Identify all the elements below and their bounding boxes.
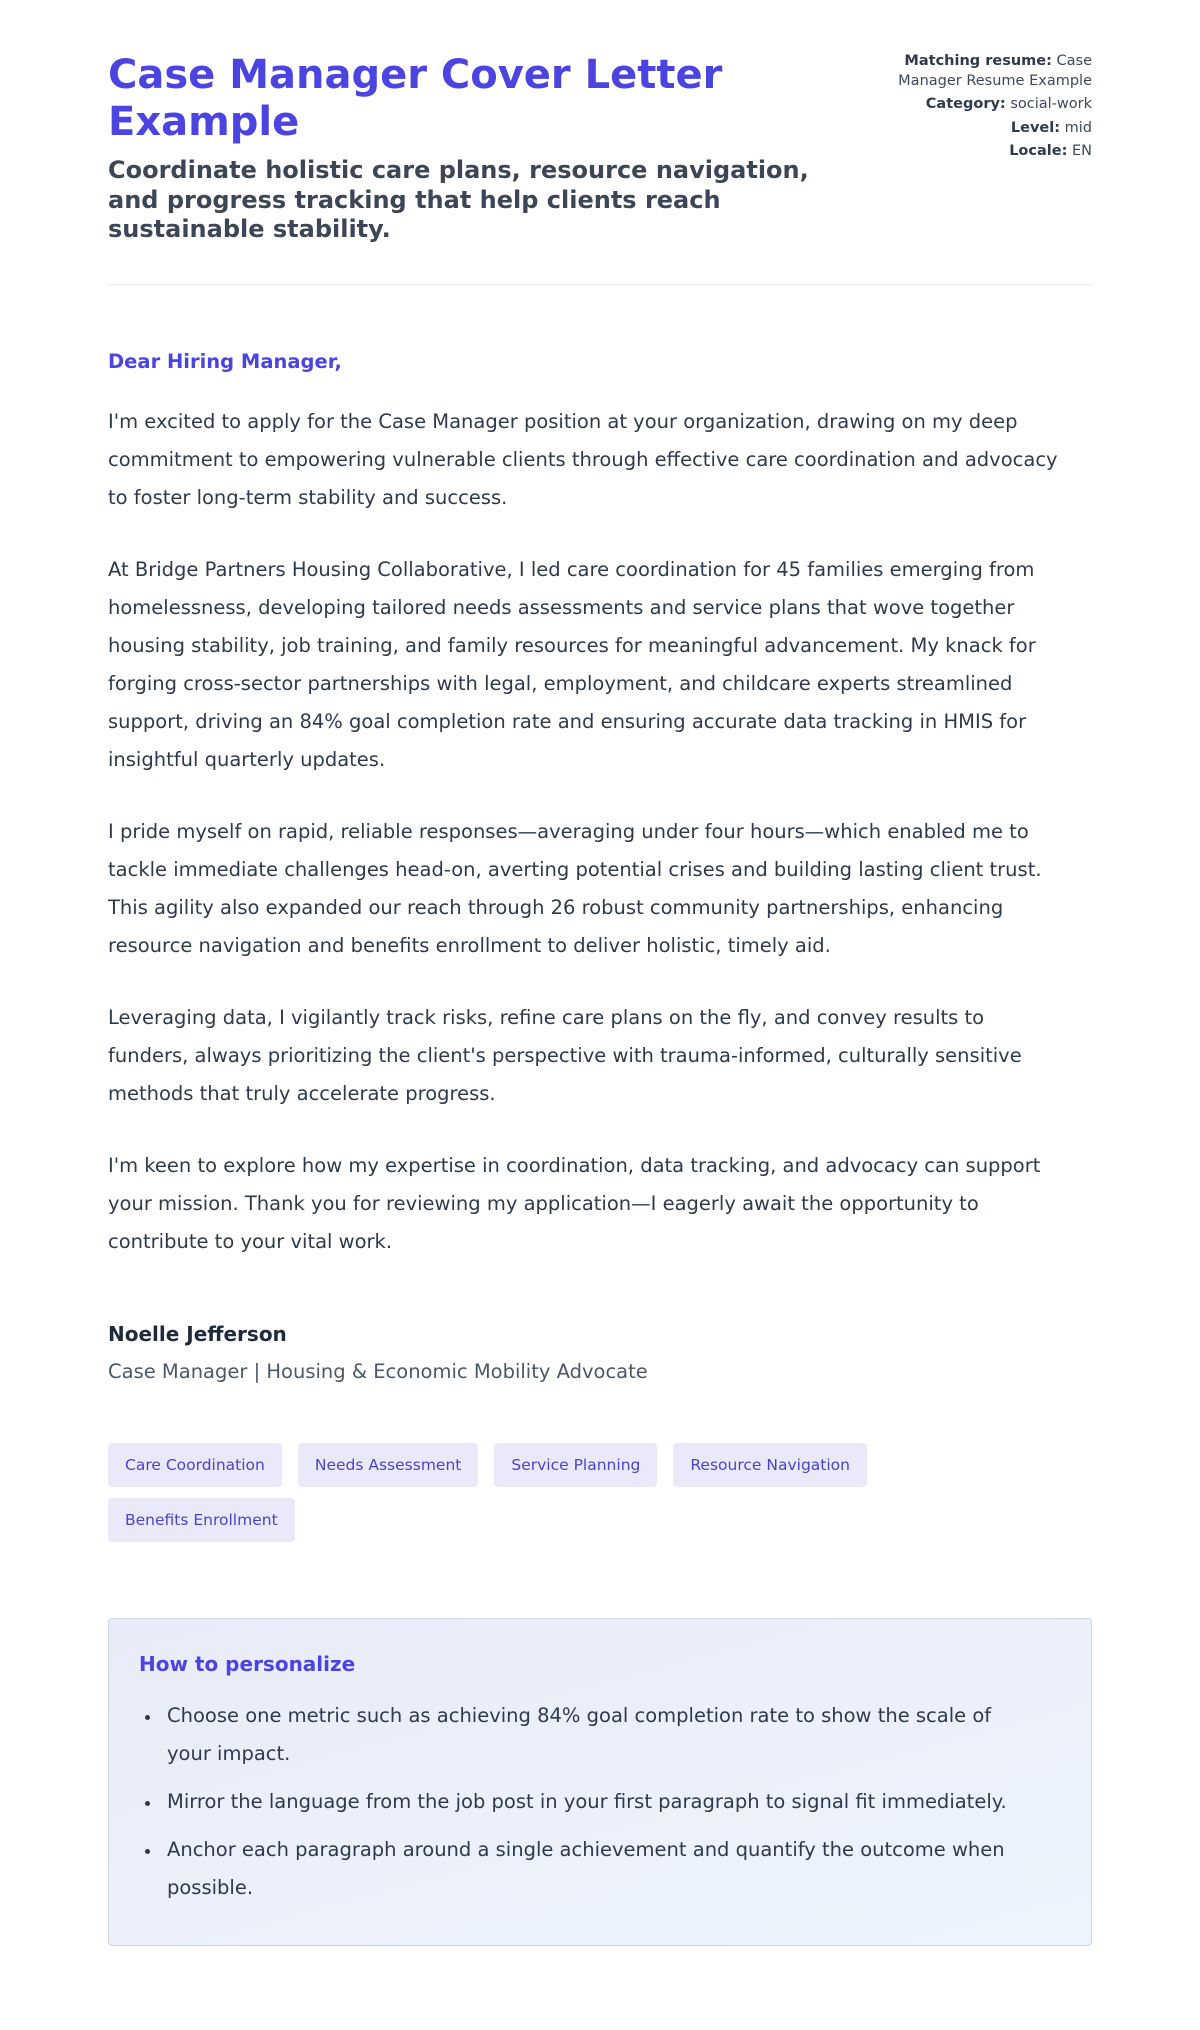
meta-category-value: social-work	[1010, 96, 1092, 113]
personalize-box	[108, 1618, 1092, 1946]
meta-level-label: Level:	[1010, 119, 1061, 136]
meta-matching-resume-label: Matching resume:	[904, 53, 1052, 69]
meta-level-value: mid	[1064, 119, 1092, 136]
letter-paragraph-4: Leveraging data, I vigilantly track risks, refine care plans on the fly, and convey results to funders, always prioritizing the client's perspective with trauma-informed, culturally sensitive methods that truly accelerate progress.	[108, 1006, 1022, 1106]
header	[108, 52, 1092, 244]
meta-level	[880, 119, 1092, 139]
skill-tag-needs-assessment: Needs Assessment	[298, 1443, 479, 1487]
meta-category	[880, 95, 1092, 115]
signature-title: Case Manager | Housing & Economic Mobility Advocate	[108, 1360, 648, 1384]
cover-letter-page	[108, 0, 1092, 2030]
personalize-tip-2: • Mirror the language from the job post in your first paragraph to signal fit immediately.	[161, 1783, 1041, 1821]
personalize-tip-list	[139, 1697, 1061, 1907]
header-divider	[108, 284, 1092, 285]
skill-tag-service-planning: Service Planning	[494, 1443, 657, 1487]
personalize-tip-1: • Choose one metric such as achieving 84% goal completion rate to show the scale of your impact.	[161, 1697, 1041, 1773]
letter-paragraph-3: I pride myself on rapid, reliable responses—averaging under four hours—which enabled me to tackle immediate challenges head-on, averting potential crises and building lasting client trust. This agility also expanded our reach through 26 robust community partnerships, enhancing resource navigation and benefits enrollment to deliver holistic, timely aid.	[108, 820, 1042, 958]
letter-body	[108, 343, 1092, 1946]
letter-paragraph-5: I'm keen to explore how my expertise in coordination, data tracking, and advocacy can support your mission. Thank you for reviewing my application—I eagerly await the opportunity to contribute to your vital work.	[108, 1154, 1041, 1254]
header-text-block	[108, 52, 880, 244]
skill-tag-care-coordination: Care Coordination	[108, 1443, 282, 1487]
meta-locale-label: Locale:	[1009, 143, 1068, 160]
skill-tag-list	[108, 1443, 1008, 1542]
letter-paragraph-2: At Bridge Partners Housing Collaborative, I led care coordination for 45 families emerging from homelessness, developing tailored needs assessments and service plans that wove together housing stability, job training, and family resources for meaningful advancement. My knack for forging cross-sector partnerships with legal, employment, and childcare experts streamlined support, driving an 84% goal completion rate and ensuring accurate data tracking in HMIS for insightful quarterly updates.	[108, 558, 1036, 772]
meta-matching-resume	[880, 52, 1092, 91]
greeting: Dear Hiring Manager,	[108, 350, 342, 374]
page-title: Case Manager Cover Letter Example	[108, 52, 723, 146]
meta-locale-value: EN	[1071, 143, 1092, 160]
page-subtitle: Coordinate holistic care plans, resource navigation, and progress tracking that help clients reach sustainable stability.	[108, 156, 809, 243]
skill-tag-benefits-enrollment: Benefits Enrollment	[108, 1498, 295, 1542]
skill-tag-resource-navigation: Resource Navigation	[673, 1443, 867, 1487]
personalize-tip-3: • Anchor each paragraph around a single achievement and quantify the outcome when possible.	[161, 1831, 1041, 1907]
meta-panel	[880, 52, 1092, 166]
letter-paragraph-1: I'm excited to apply for the Case Manager position at your organization, drawing on my deep commitment to empowering vulnerable clients through effective care coordination and advocacy to foster long-term stability and success.	[108, 410, 1058, 510]
signature-name: Noelle Jefferson	[108, 1322, 287, 1347]
meta-category-label: Category:	[925, 96, 1006, 113]
meta-matching-resume-value: Case Manager Resume Example	[898, 53, 1092, 89]
meta-locale	[880, 142, 1092, 162]
personalize-title: How to personalize	[139, 1652, 356, 1677]
